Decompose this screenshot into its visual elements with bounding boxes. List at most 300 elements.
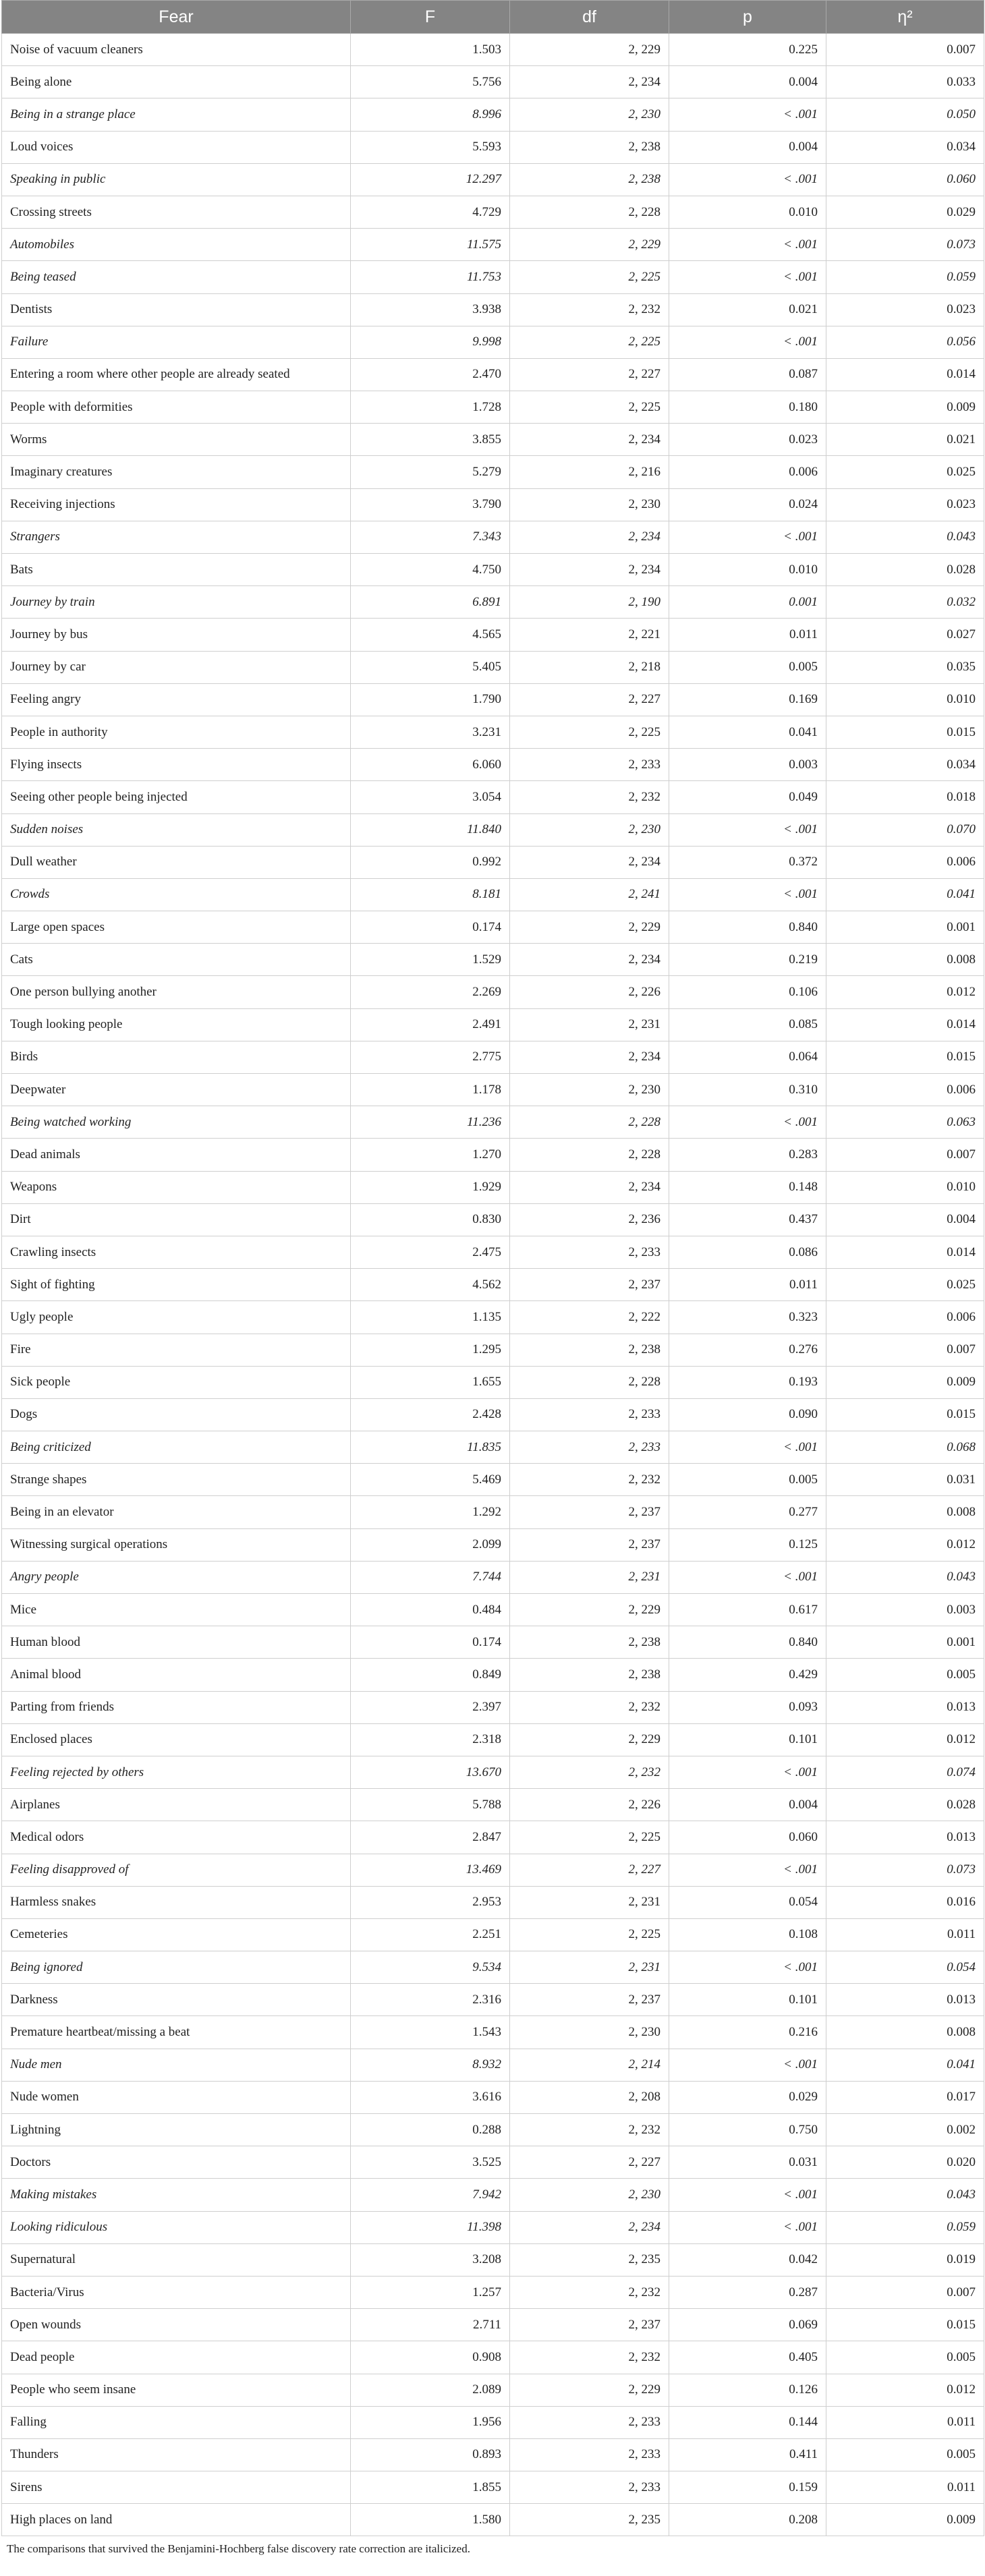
- cell-fear: Imaginary creatures: [2, 456, 351, 488]
- cell-fear: Falling: [2, 2406, 351, 2438]
- table-row: [2, 2081, 984, 2113]
- cell-df: 2, 238: [510, 163, 669, 196]
- header-fear: Fear: [2, 1, 351, 34]
- cell-fear: Entering a room where other people are already seated: [2, 358, 351, 391]
- cell-fear: Large open spaces: [2, 911, 351, 944]
- cell-eta-squared: 0.028: [826, 554, 984, 586]
- cell-eta-squared: 0.007: [826, 34, 984, 66]
- cell-p: 0.085: [669, 1008, 826, 1041]
- table-row: [2, 1918, 984, 1951]
- table-row: [2, 488, 984, 521]
- table-row: [2, 1886, 984, 1918]
- table-row: [2, 1334, 984, 1366]
- cell-f: 11.236: [351, 1106, 510, 1139]
- cell-df: 2, 225: [510, 391, 669, 424]
- cell-df: 2, 230: [510, 98, 669, 131]
- cell-p: < .001: [669, 229, 826, 261]
- cell-p: 0.208: [669, 2504, 826, 2536]
- cell-eta-squared: 0.013: [826, 1984, 984, 2016]
- cell-p: 0.011: [669, 619, 826, 651]
- cell-fear: Looking ridiculous: [2, 2211, 351, 2243]
- cell-f: 1.270: [351, 1139, 510, 1171]
- cell-f: 8.181: [351, 878, 510, 911]
- cell-fear: Parting from friends: [2, 1691, 351, 1723]
- cell-f: 0.908: [351, 2341, 510, 2374]
- cell-p: 0.429: [669, 1659, 826, 1691]
- table-row: [2, 619, 984, 651]
- table-row: [2, 1691, 984, 1723]
- cell-fear: Crawling insects: [2, 1236, 351, 1268]
- cell-eta-squared: 0.006: [826, 1301, 984, 1334]
- cell-f: 2.099: [351, 1528, 510, 1561]
- cell-p: 0.004: [669, 1789, 826, 1821]
- table-row: [2, 1854, 984, 1886]
- cell-fear: Supernatural: [2, 2243, 351, 2276]
- cell-df: 2, 232: [510, 1756, 669, 1788]
- cell-f: 3.616: [351, 2081, 510, 2113]
- cell-p: 0.031: [669, 2146, 826, 2179]
- cell-eta-squared: 0.004: [826, 1203, 984, 1236]
- table-row: [2, 1301, 984, 1334]
- cell-fear: Crowds: [2, 878, 351, 911]
- cell-fear: Dead animals: [2, 1139, 351, 1171]
- cell-eta-squared: 0.011: [826, 2471, 984, 2504]
- cell-p: 0.219: [669, 944, 826, 976]
- cell-p: 0.125: [669, 1528, 826, 1561]
- cell-df: 2, 227: [510, 1854, 669, 1886]
- cell-p: 0.054: [669, 1886, 826, 1918]
- cell-df: 2, 228: [510, 1139, 669, 1171]
- cell-p: < .001: [669, 2179, 826, 2211]
- cell-f: 12.297: [351, 163, 510, 196]
- table-row: [2, 2114, 984, 2146]
- table-row: [2, 2309, 984, 2341]
- cell-fear: Loud voices: [2, 131, 351, 163]
- cell-fear: Noise of vacuum cleaners: [2, 34, 351, 66]
- cell-fear: Being alone: [2, 66, 351, 98]
- table-row: [2, 586, 984, 619]
- cell-p: 0.276: [669, 1334, 826, 1366]
- cell-df: 2, 230: [510, 488, 669, 521]
- cell-df: 2, 235: [510, 2243, 669, 2276]
- cell-fear: Fire: [2, 1334, 351, 1366]
- cell-eta-squared: 0.009: [826, 391, 984, 424]
- cell-fear: Darkness: [2, 1984, 351, 2016]
- cell-df: 2, 221: [510, 619, 669, 651]
- cell-df: 2, 234: [510, 554, 669, 586]
- table-row: [2, 976, 984, 1008]
- cell-f: 1.529: [351, 944, 510, 976]
- cell-df: 2, 230: [510, 1074, 669, 1106]
- cell-p: < .001: [669, 1854, 826, 1886]
- cell-p: 0.064: [669, 1041, 826, 1073]
- table-row: [2, 293, 984, 326]
- cell-f: 2.847: [351, 1821, 510, 1854]
- cell-f: 2.428: [351, 1398, 510, 1431]
- cell-eta-squared: 0.050: [826, 98, 984, 131]
- table-row: [2, 1398, 984, 1431]
- table-row: [2, 34, 984, 66]
- cell-p: 0.021: [669, 293, 826, 326]
- cell-fear: Dirt: [2, 1203, 351, 1236]
- cell-eta-squared: 0.010: [826, 1171, 984, 1203]
- cell-df: 2, 231: [510, 1951, 669, 1984]
- cell-eta-squared: 0.056: [826, 326, 984, 358]
- cell-df: 2, 237: [510, 1984, 669, 2016]
- table-row: [2, 878, 984, 911]
- cell-f: 2.089: [351, 2374, 510, 2406]
- cell-p: < .001: [669, 1106, 826, 1139]
- cell-eta-squared: 0.010: [826, 683, 984, 716]
- cell-f: 2.397: [351, 1691, 510, 1723]
- cell-fear: Bacteria/Virus: [2, 2276, 351, 2308]
- cell-fear: Sudden noises: [2, 813, 351, 846]
- cell-f: 1.855: [351, 2471, 510, 2504]
- cell-p: 0.411: [669, 2438, 826, 2471]
- table-row: [2, 716, 984, 748]
- cell-p: 0.069: [669, 2309, 826, 2341]
- cell-p: 0.108: [669, 1918, 826, 1951]
- table-row: [2, 1464, 984, 1496]
- cell-fear: Being criticized: [2, 1431, 351, 1464]
- cell-df: 2, 225: [510, 326, 669, 358]
- cell-df: 2, 225: [510, 1821, 669, 1854]
- cell-fear: People with deformities: [2, 391, 351, 424]
- cell-df: 2, 222: [510, 1301, 669, 1334]
- cell-df: 2, 228: [510, 196, 669, 228]
- cell-f: 6.891: [351, 586, 510, 619]
- header-p: p: [669, 1, 826, 34]
- cell-p: < .001: [669, 813, 826, 846]
- cell-f: 2.953: [351, 1886, 510, 1918]
- cell-fear: Human blood: [2, 1626, 351, 1659]
- cell-eta-squared: 0.033: [826, 66, 984, 98]
- table-row: [2, 2049, 984, 2081]
- cell-fear: Strangers: [2, 521, 351, 553]
- cell-p: 0.005: [669, 1464, 826, 1496]
- cell-f: 13.469: [351, 1854, 510, 1886]
- cell-df: 2, 231: [510, 1886, 669, 1918]
- cell-f: 1.580: [351, 2504, 510, 2536]
- cell-p: < .001: [669, 2211, 826, 2243]
- table-row: [2, 521, 984, 553]
- cell-p: 0.006: [669, 456, 826, 488]
- cell-df: 2, 237: [510, 2309, 669, 2341]
- table-row: [2, 1431, 984, 1464]
- cell-f: 3.790: [351, 488, 510, 521]
- cell-df: 2, 234: [510, 424, 669, 456]
- cell-eta-squared: 0.035: [826, 651, 984, 683]
- cell-f: 2.491: [351, 1008, 510, 1041]
- cell-eta-squared: 0.014: [826, 1236, 984, 1268]
- cell-p: 0.148: [669, 1171, 826, 1203]
- table-row: [2, 2406, 984, 2438]
- cell-eta-squared: 0.009: [826, 2504, 984, 2536]
- cell-p: < .001: [669, 1431, 826, 1464]
- cell-p: 0.169: [669, 683, 826, 716]
- cell-p: < .001: [669, 98, 826, 131]
- table-row: [2, 1561, 984, 1593]
- cell-fear: High places on land: [2, 2504, 351, 2536]
- cell-fear: Being watched working: [2, 1106, 351, 1139]
- cell-eta-squared: 0.073: [826, 229, 984, 261]
- cell-p: 0.372: [669, 846, 826, 878]
- table-row: [2, 98, 984, 131]
- cell-f: 1.178: [351, 1074, 510, 1106]
- cell-eta-squared: 0.021: [826, 424, 984, 456]
- cell-df: 2, 233: [510, 1236, 669, 1268]
- cell-eta-squared: 0.041: [826, 878, 984, 911]
- cell-df: 2, 225: [510, 1918, 669, 1951]
- cell-fear: Enclosed places: [2, 1723, 351, 1756]
- cell-p: 0.060: [669, 1821, 826, 1854]
- cell-f: 4.565: [351, 619, 510, 651]
- cell-fear: Dogs: [2, 1398, 351, 1431]
- header-df: df: [510, 1, 669, 34]
- cell-fear: Worms: [2, 424, 351, 456]
- table-row: [2, 1821, 984, 1854]
- cell-p: 0.840: [669, 1626, 826, 1659]
- cell-eta-squared: 0.015: [826, 716, 984, 748]
- cell-df: 2, 230: [510, 813, 669, 846]
- table-row: [2, 2341, 984, 2374]
- cell-fear: Animal blood: [2, 1659, 351, 1691]
- cell-df: 2, 233: [510, 749, 669, 781]
- cell-p: 0.010: [669, 554, 826, 586]
- cell-f: 2.711: [351, 2309, 510, 2341]
- table-header: [2, 1, 984, 34]
- table-row: [2, 1659, 984, 1691]
- table-row: [2, 261, 984, 293]
- header-eta-squared: η²: [826, 1, 984, 34]
- cell-df: 2, 228: [510, 1106, 669, 1139]
- table-row: [2, 944, 984, 976]
- cell-p: 0.283: [669, 1139, 826, 1171]
- table-row: [2, 1496, 984, 1528]
- cell-fear: Witnessing surgical operations: [2, 1528, 351, 1561]
- cell-f: 1.929: [351, 1171, 510, 1203]
- table-row: [2, 2179, 984, 2211]
- cell-df: 2, 232: [510, 781, 669, 813]
- cell-p: < .001: [669, 1561, 826, 1593]
- cell-fear: Receiving injections: [2, 488, 351, 521]
- cell-fear: Weapons: [2, 1171, 351, 1203]
- table-row: [2, 1236, 984, 1268]
- table-footnote: The comparisons that survived the Benjamini-Hochberg false discovery rate correction are italicized.: [7, 2542, 470, 2556]
- cell-f: 0.830: [351, 1203, 510, 1236]
- cell-p: < .001: [669, 521, 826, 553]
- cell-f: 6.060: [351, 749, 510, 781]
- table-row: [2, 326, 984, 358]
- cell-p: 0.106: [669, 976, 826, 1008]
- table-row: [2, 1626, 984, 1659]
- table-row: [2, 683, 984, 716]
- cell-eta-squared: 0.027: [826, 619, 984, 651]
- cell-p: 0.225: [669, 34, 826, 66]
- cell-eta-squared: 0.015: [826, 1041, 984, 1073]
- cell-fear: Bats: [2, 554, 351, 586]
- cell-p: < .001: [669, 878, 826, 911]
- cell-fear: Ugly people: [2, 1301, 351, 1334]
- cell-f: 13.670: [351, 1756, 510, 1788]
- cell-df: 2, 234: [510, 2211, 669, 2243]
- cell-f: 2.251: [351, 1918, 510, 1951]
- cell-p: 0.101: [669, 1723, 826, 1756]
- cell-fear: Being in a strange place: [2, 98, 351, 131]
- table-row: [2, 1203, 984, 1236]
- fear-anova-table: [1, 0, 984, 2536]
- cell-df: 2, 229: [510, 2374, 669, 2406]
- cell-eta-squared: 0.014: [826, 1008, 984, 1041]
- cell-fear: Birds: [2, 1041, 351, 1073]
- cell-df: 2, 233: [510, 1431, 669, 1464]
- cell-eta-squared: 0.005: [826, 2341, 984, 2374]
- table-row: [2, 391, 984, 424]
- cell-df: 2, 228: [510, 1366, 669, 1398]
- cell-df: 2, 238: [510, 1626, 669, 1659]
- cell-f: 2.475: [351, 1236, 510, 1268]
- cell-eta-squared: 0.043: [826, 2179, 984, 2211]
- cell-f: 2.470: [351, 358, 510, 391]
- cell-fear: Failure: [2, 326, 351, 358]
- table-row: [2, 1139, 984, 1171]
- cell-df: 2, 227: [510, 358, 669, 391]
- cell-fear: Angry people: [2, 1561, 351, 1593]
- cell-df: 2, 233: [510, 2471, 669, 2504]
- cell-eta-squared: 0.029: [826, 196, 984, 228]
- cell-p: < .001: [669, 163, 826, 196]
- cell-p: 0.029: [669, 2081, 826, 2113]
- table-row: [2, 1594, 984, 1626]
- cell-fear: Open wounds: [2, 2309, 351, 2341]
- cell-f: 0.288: [351, 2114, 510, 2146]
- cell-df: 2, 232: [510, 2114, 669, 2146]
- cell-fear: Being in an elevator: [2, 1496, 351, 1528]
- cell-p: 0.405: [669, 2341, 826, 2374]
- cell-eta-squared: 0.041: [826, 2049, 984, 2081]
- table-row: [2, 1106, 984, 1139]
- cell-f: 7.744: [351, 1561, 510, 1593]
- table-row: [2, 749, 984, 781]
- cell-f: 3.054: [351, 781, 510, 813]
- cell-fear: Sick people: [2, 1366, 351, 1398]
- cell-f: 11.575: [351, 229, 510, 261]
- cell-eta-squared: 0.023: [826, 293, 984, 326]
- cell-p: 0.323: [669, 1301, 826, 1334]
- cell-p: 0.087: [669, 358, 826, 391]
- cell-eta-squared: 0.074: [826, 1756, 984, 1788]
- cell-eta-squared: 0.006: [826, 846, 984, 878]
- cell-p: 0.011: [669, 1269, 826, 1301]
- cell-eta-squared: 0.043: [826, 1561, 984, 1593]
- cell-eta-squared: 0.015: [826, 1398, 984, 1431]
- cell-eta-squared: 0.012: [826, 1528, 984, 1561]
- cell-f: 0.174: [351, 1626, 510, 1659]
- cell-eta-squared: 0.068: [826, 1431, 984, 1464]
- cell-eta-squared: 0.031: [826, 1464, 984, 1496]
- cell-df: 2, 234: [510, 1171, 669, 1203]
- cell-p: 0.001: [669, 586, 826, 619]
- cell-eta-squared: 0.016: [826, 1886, 984, 1918]
- table-row: [2, 196, 984, 228]
- cell-f: 11.840: [351, 813, 510, 846]
- cell-fear: Strange shapes: [2, 1464, 351, 1496]
- table-row: [2, 358, 984, 391]
- cell-f: 0.174: [351, 911, 510, 944]
- cell-fear: Speaking in public: [2, 163, 351, 196]
- cell-f: 1.503: [351, 34, 510, 66]
- cell-f: 2.316: [351, 1984, 510, 2016]
- table-row: [2, 2471, 984, 2504]
- table-row: [2, 1528, 984, 1561]
- cell-df: 2, 226: [510, 1789, 669, 1821]
- cell-df: 2, 225: [510, 716, 669, 748]
- table-row: [2, 554, 984, 586]
- cell-f: 1.543: [351, 2016, 510, 2049]
- table-row: [2, 66, 984, 98]
- cell-fear: Airplanes: [2, 1789, 351, 1821]
- cell-f: 5.593: [351, 131, 510, 163]
- cell-eta-squared: 0.007: [826, 1334, 984, 1366]
- cell-eta-squared: 0.034: [826, 749, 984, 781]
- table-row: [2, 813, 984, 846]
- cell-fear: Journey by bus: [2, 619, 351, 651]
- cell-df: 2, 236: [510, 1203, 669, 1236]
- cell-f: 1.728: [351, 391, 510, 424]
- cell-eta-squared: 0.013: [826, 1691, 984, 1723]
- cell-fear: Being ignored: [2, 1951, 351, 1984]
- cell-df: 2, 233: [510, 2438, 669, 2471]
- cell-f: 11.398: [351, 2211, 510, 2243]
- cell-df: 2, 229: [510, 34, 669, 66]
- cell-eta-squared: 0.006: [826, 1074, 984, 1106]
- table-row: [2, 1041, 984, 1073]
- cell-eta-squared: 0.028: [826, 1789, 984, 1821]
- cell-eta-squared: 0.017: [826, 2081, 984, 2113]
- cell-f: 0.849: [351, 1659, 510, 1691]
- cell-p: 0.090: [669, 1398, 826, 1431]
- cell-fear: Dead people: [2, 2341, 351, 2374]
- cell-df: 2, 234: [510, 1041, 669, 1073]
- cell-p: < .001: [669, 261, 826, 293]
- cell-eta-squared: 0.005: [826, 2438, 984, 2471]
- table-row: [2, 911, 984, 944]
- table-row: [2, 2504, 984, 2536]
- cell-eta-squared: 0.011: [826, 2406, 984, 2438]
- cell-fear: Cats: [2, 944, 351, 976]
- cell-eta-squared: 0.073: [826, 1854, 984, 1886]
- cell-f: 1.257: [351, 2276, 510, 2308]
- cell-eta-squared: 0.060: [826, 163, 984, 196]
- cell-df: 2, 232: [510, 1464, 669, 1496]
- table-row: [2, 131, 984, 163]
- cell-p: 0.023: [669, 424, 826, 456]
- cell-df: 2, 237: [510, 1269, 669, 1301]
- cell-f: 1.956: [351, 2406, 510, 2438]
- cell-df: 2, 238: [510, 1334, 669, 1366]
- cell-f: 3.208: [351, 2243, 510, 2276]
- cell-p: 0.004: [669, 131, 826, 163]
- cell-df: 2, 231: [510, 1561, 669, 1593]
- cell-f: 9.998: [351, 326, 510, 358]
- cell-df: 2, 229: [510, 911, 669, 944]
- cell-p: 0.277: [669, 1496, 826, 1528]
- cell-eta-squared: 0.005: [826, 1659, 984, 1691]
- table-row: [2, 2211, 984, 2243]
- cell-f: 2.318: [351, 1723, 510, 1756]
- cell-f: 3.938: [351, 293, 510, 326]
- table-row: [2, 1269, 984, 1301]
